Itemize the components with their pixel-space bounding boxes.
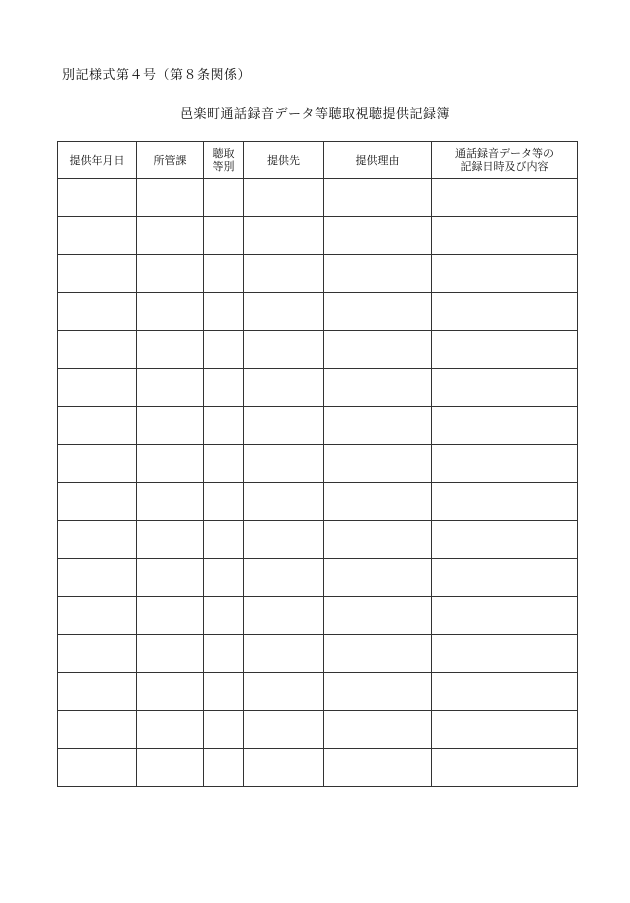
table-cell — [432, 369, 578, 407]
table-cell — [244, 179, 324, 217]
table-cell — [204, 749, 244, 787]
table-row — [58, 597, 578, 635]
table-row — [58, 673, 578, 711]
table-cell — [324, 255, 432, 293]
table-cell — [58, 217, 137, 255]
table-cell — [432, 179, 578, 217]
table-cell — [204, 559, 244, 597]
table-cell — [324, 749, 432, 787]
table-cell — [137, 711, 204, 749]
col-date: 提供年月日 — [58, 142, 137, 179]
table-cell — [137, 255, 204, 293]
table-cell — [137, 483, 204, 521]
table-cell — [137, 597, 204, 635]
table-cell — [204, 179, 244, 217]
table-cell — [137, 521, 204, 559]
table-cell — [432, 749, 578, 787]
table-row — [58, 179, 578, 217]
table-cell — [244, 255, 324, 293]
table-cell — [244, 559, 324, 597]
table-cell — [432, 597, 578, 635]
table-cell — [324, 597, 432, 635]
table-cell — [432, 673, 578, 711]
table-cell — [324, 635, 432, 673]
table-cell — [432, 331, 578, 369]
table-cell — [432, 559, 578, 597]
table-cell — [204, 293, 244, 331]
table-cell — [58, 749, 137, 787]
table-cell — [58, 597, 137, 635]
table-cell — [204, 445, 244, 483]
table-cell — [137, 179, 204, 217]
table-cell — [58, 369, 137, 407]
table-cell — [324, 369, 432, 407]
table-cell — [58, 635, 137, 673]
table-cell — [324, 293, 432, 331]
table-cell — [432, 293, 578, 331]
table-cell — [204, 711, 244, 749]
table-row — [58, 369, 578, 407]
table-cell — [244, 445, 324, 483]
table-cell — [58, 483, 137, 521]
table-cell — [244, 331, 324, 369]
table-cell — [324, 331, 432, 369]
table-cell — [432, 521, 578, 559]
table-cell — [432, 445, 578, 483]
table-row — [58, 293, 578, 331]
table-cell — [244, 369, 324, 407]
table-row — [58, 749, 578, 787]
table-cell — [432, 711, 578, 749]
table-cell — [137, 445, 204, 483]
table-cell — [432, 217, 578, 255]
table-cell — [244, 711, 324, 749]
table-cell — [432, 635, 578, 673]
table-cell — [204, 369, 244, 407]
table-cell — [324, 407, 432, 445]
table-cell — [244, 521, 324, 559]
table-row — [58, 711, 578, 749]
table-cell — [244, 407, 324, 445]
table-cell — [137, 369, 204, 407]
col-reason: 提供理由 — [324, 142, 432, 179]
table-row — [58, 445, 578, 483]
table-row — [58, 407, 578, 445]
table-row — [58, 635, 578, 673]
table-cell — [204, 521, 244, 559]
table-cell — [324, 711, 432, 749]
header-row — [58, 142, 578, 179]
table-cell — [204, 483, 244, 521]
table-cell — [137, 673, 204, 711]
table-cell — [324, 673, 432, 711]
record-table — [57, 141, 578, 787]
table-cell — [58, 559, 137, 597]
table-row — [58, 255, 578, 293]
table-cell — [244, 483, 324, 521]
table-row — [58, 521, 578, 559]
table-cell — [324, 445, 432, 483]
table-cell — [432, 407, 578, 445]
table-cell — [137, 635, 204, 673]
table-cell — [137, 749, 204, 787]
table-cell — [204, 673, 244, 711]
table-cell — [58, 445, 137, 483]
table-row — [58, 483, 578, 521]
table-cell — [244, 597, 324, 635]
table-cell — [137, 293, 204, 331]
table-cell — [204, 407, 244, 445]
col-recipient: 提供先 — [244, 142, 324, 179]
table-cell — [324, 483, 432, 521]
form-number-label: 別記様式第４号（第８条関係） — [62, 68, 252, 83]
table-cell — [244, 635, 324, 673]
col-record-detail: 通話録音データ等の 記録日時及び内容 — [432, 142, 578, 179]
col-department: 所管課 — [137, 142, 204, 179]
table-cell — [58, 673, 137, 711]
table-cell — [204, 597, 244, 635]
table-cell — [58, 179, 137, 217]
record-body — [58, 179, 578, 787]
table-cell — [324, 179, 432, 217]
table-cell — [58, 407, 137, 445]
table-cell — [137, 407, 204, 445]
table-cell — [58, 255, 137, 293]
col-type: 聴取 等別 — [204, 142, 244, 179]
table-cell — [324, 559, 432, 597]
table-cell — [244, 217, 324, 255]
table-cell — [324, 217, 432, 255]
table-cell — [244, 293, 324, 331]
table-cell — [58, 331, 137, 369]
table-cell — [137, 217, 204, 255]
table-row — [58, 331, 578, 369]
table-cell — [204, 331, 244, 369]
table-cell — [244, 673, 324, 711]
table-cell — [204, 217, 244, 255]
table-cell — [58, 521, 137, 559]
table-cell — [204, 635, 244, 673]
table-cell — [432, 483, 578, 521]
table-cell — [244, 749, 324, 787]
table-cell — [137, 331, 204, 369]
table-row — [58, 559, 578, 597]
table-cell — [58, 293, 137, 331]
table-cell — [58, 711, 137, 749]
table-cell — [432, 255, 578, 293]
table-cell — [137, 559, 204, 597]
document-title: 邑楽町通話録音データ等聴取視聴提供記録簿 — [179, 107, 450, 122]
table-row — [58, 217, 578, 255]
table-cell — [324, 521, 432, 559]
table-cell — [204, 255, 244, 293]
